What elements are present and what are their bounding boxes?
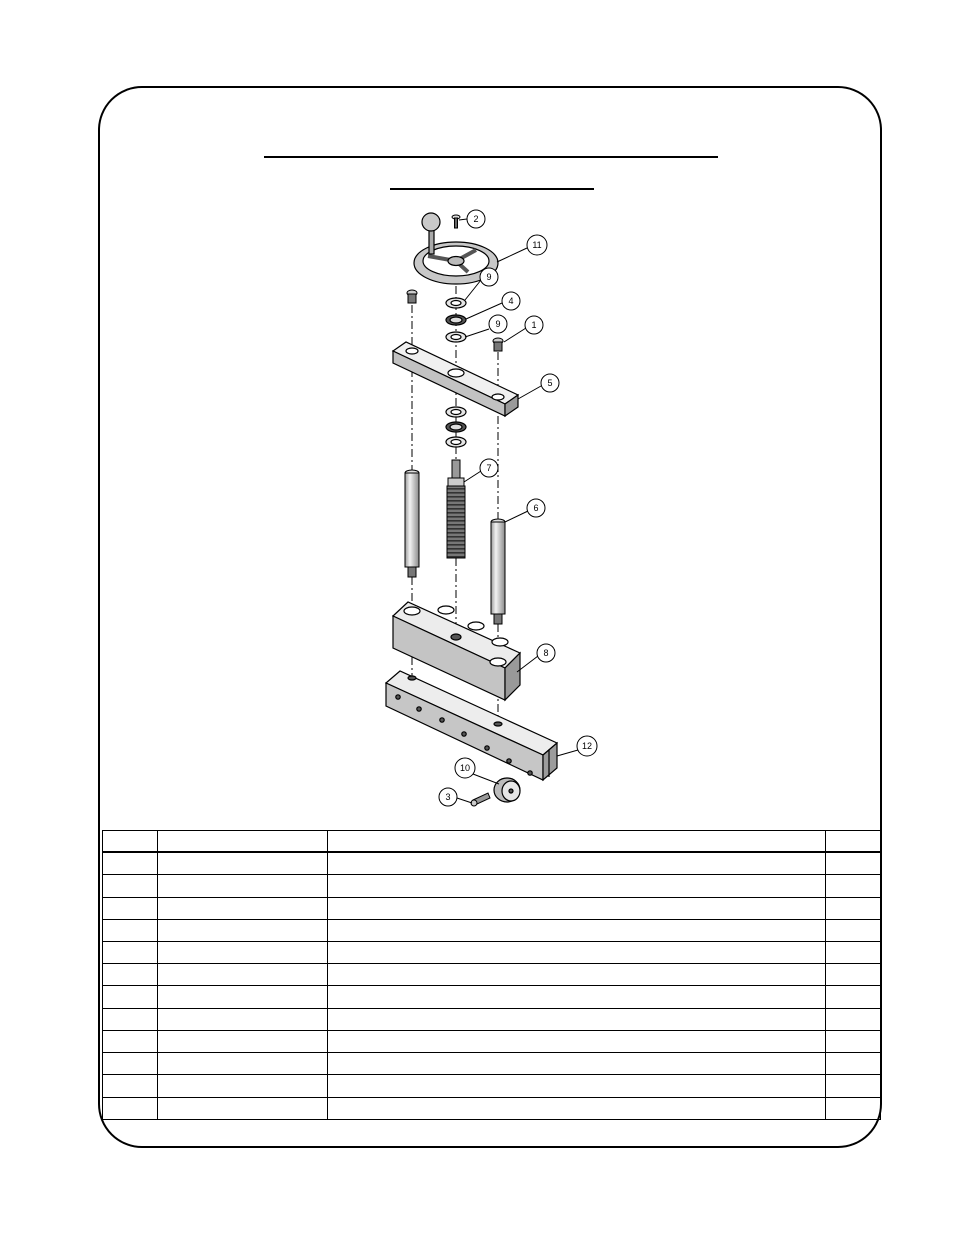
svg-text:2: 2: [473, 214, 479, 224]
right-guide-rod: [491, 519, 505, 624]
wheel-screw: [452, 215, 460, 228]
cell-item: [103, 1030, 158, 1052]
header-item: [103, 831, 158, 853]
callout-4: [502, 292, 520, 310]
svg-text:7: 7: [486, 463, 492, 473]
cell-description: [328, 852, 826, 875]
callout-9b: [489, 315, 507, 333]
table-header-row: [103, 831, 881, 853]
header-description: [328, 831, 826, 853]
table-row: [103, 1097, 881, 1119]
cell-item: [103, 986, 158, 1008]
cell-description: [328, 1075, 826, 1097]
callout-3: [439, 788, 457, 806]
svg-text:8: 8: [543, 648, 549, 658]
cell-part-number: [158, 852, 328, 875]
cell-quantity: [826, 897, 881, 919]
callout-2: [467, 210, 485, 228]
callout-7: [480, 459, 498, 477]
cell-item: [103, 1008, 158, 1030]
cell-part-number: [158, 919, 328, 941]
cell-quantity: [826, 852, 881, 875]
left-guide-rod: [405, 470, 419, 577]
cell-part-number: [158, 875, 328, 897]
svg-text:5: 5: [547, 378, 553, 388]
cell-description: [328, 986, 826, 1008]
table-row: [103, 897, 881, 919]
cell-description: [328, 941, 826, 963]
callout-10: [455, 758, 475, 778]
svg-text:10: 10: [459, 763, 471, 773]
callout-8: [537, 644, 555, 662]
callout-6: [527, 499, 545, 517]
table-row: [103, 986, 881, 1008]
cell-part-number: [158, 986, 328, 1008]
cell-quantity: [826, 986, 881, 1008]
cell-item: [103, 897, 158, 919]
cell-part-number: [158, 1097, 328, 1119]
knob-screw: [471, 793, 490, 806]
cell-item: [103, 1075, 158, 1097]
cell-part-number: [158, 1075, 328, 1097]
cell-part-number: [158, 1053, 328, 1075]
table-row: [103, 1030, 881, 1052]
table-row: [103, 941, 881, 963]
svg-text:3: 3: [445, 792, 451, 802]
cell-part-number: [158, 964, 328, 986]
svg-text:9: 9: [486, 272, 492, 282]
upper-washer-stack: [446, 298, 466, 342]
cell-quantity: [826, 1075, 881, 1097]
cell-item: [103, 941, 158, 963]
cell-quantity: [826, 1053, 881, 1075]
cell-item: [103, 1097, 158, 1119]
header-part-number: [158, 831, 328, 853]
cell-description: [328, 964, 826, 986]
callout-1: [525, 316, 543, 334]
svg-text:1: 1: [531, 320, 537, 330]
cell-description: [328, 1030, 826, 1052]
cell-description: [328, 897, 826, 919]
table-row: [103, 1008, 881, 1030]
callout-11: [527, 235, 547, 255]
cell-part-number: [158, 897, 328, 919]
table-row: [103, 852, 881, 875]
callout-5: [541, 374, 559, 392]
cell-description: [328, 1053, 826, 1075]
adjust-knob: [494, 778, 520, 802]
cell-item: [103, 964, 158, 986]
svg-text:12: 12: [581, 741, 593, 751]
cell-description: [328, 1097, 826, 1119]
parts-list-table: [102, 830, 881, 1120]
cell-item: [103, 875, 158, 897]
cell-description: [328, 875, 826, 897]
svg-text:6: 6: [533, 503, 539, 513]
cell-item: [103, 919, 158, 941]
cell-quantity: [826, 941, 881, 963]
header-quantity: [826, 831, 881, 853]
callout-9a: [480, 268, 498, 286]
svg-text:4: 4: [508, 296, 514, 306]
table-row: [103, 964, 881, 986]
cell-item: [103, 1053, 158, 1075]
cell-description: [328, 1008, 826, 1030]
table-row: [103, 1053, 881, 1075]
svg-text:11: 11: [532, 240, 542, 250]
cell-quantity: [826, 964, 881, 986]
table-row: [103, 919, 881, 941]
cell-quantity: [826, 919, 881, 941]
cell-quantity: [826, 1030, 881, 1052]
cell-part-number: [158, 1008, 328, 1030]
callout-12: [577, 736, 597, 756]
cell-quantity: [826, 1008, 881, 1030]
cell-part-number: [158, 1030, 328, 1052]
cell-part-number: [158, 941, 328, 963]
cell-description: [328, 919, 826, 941]
lead-screw: [447, 460, 465, 558]
lower-washer-stack: [446, 407, 466, 447]
cell-quantity: [826, 1097, 881, 1119]
cell-item: [103, 852, 158, 875]
svg-text:9: 9: [495, 319, 501, 329]
cell-quantity: [826, 875, 881, 897]
table-row: [103, 1075, 881, 1097]
table-row: [103, 875, 881, 897]
